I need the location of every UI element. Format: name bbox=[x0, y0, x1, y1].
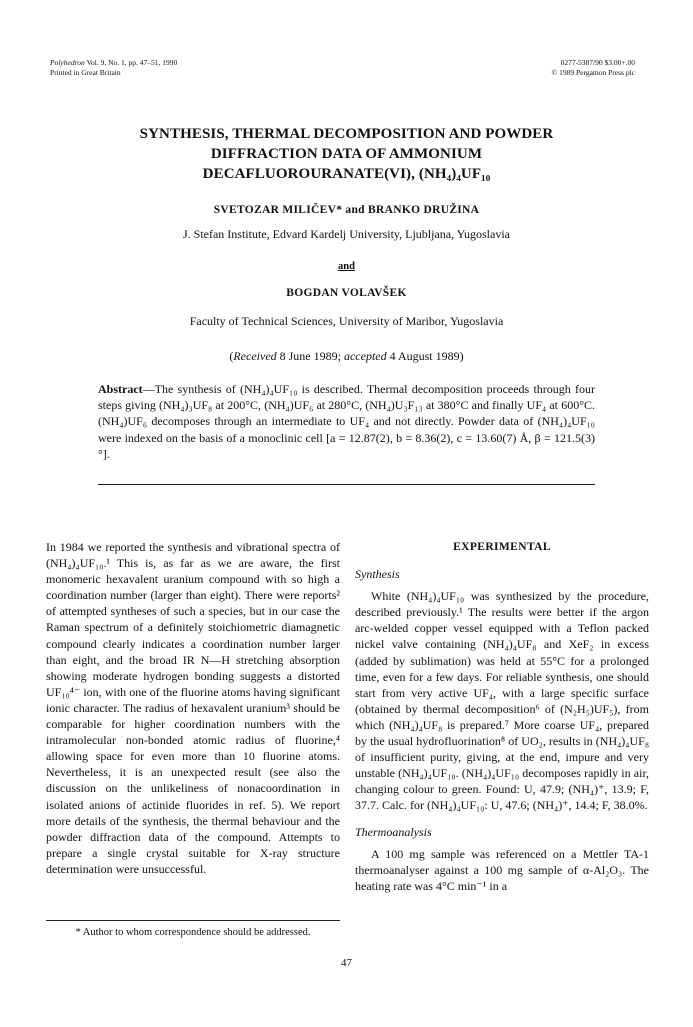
paper-title bbox=[60, 124, 633, 184]
received-label: Received bbox=[233, 349, 277, 363]
copyright: © 1989 Pergamon Press plc bbox=[551, 68, 635, 77]
publisher-info bbox=[552, 58, 635, 78]
title-line-3: DECAFLUOROURANATE(VI), (NH₄)₄UF₁₀ bbox=[202, 166, 491, 182]
footnote: * Author to whom correspondence should be addressed. bbox=[75, 927, 311, 938]
left-column bbox=[46, 539, 340, 877]
abstract-label: Abstract bbox=[98, 382, 143, 396]
footnote-rule bbox=[46, 920, 340, 921]
and-separator: and bbox=[338, 261, 355, 272]
volume-info: Vol. 9, No. 1, pp. 47–51, 1990 bbox=[86, 58, 178, 67]
author-name-2: BOGDAN VOLAVŠEK bbox=[286, 287, 407, 299]
affiliation-2: Faculty of Technical Sciences, University of Maribor, Yugoslavia bbox=[189, 314, 504, 328]
title-line-1: SYNTHESIS, THERMAL DECOMPOSITION AND POWDER bbox=[139, 126, 554, 142]
abstract bbox=[98, 381, 595, 462]
title-line-2: DIFFRACTION DATA OF AMMONIUM bbox=[210, 146, 483, 162]
received-date: 8 June 1989 bbox=[279, 349, 338, 363]
abstract-rule bbox=[98, 484, 595, 485]
page-number: 47 bbox=[341, 957, 352, 969]
subheading-thermoanalysis: Thermoanalysis bbox=[355, 824, 432, 839]
issn-code: 0277-5387/90 $3.00+.00 bbox=[560, 58, 635, 67]
synthesis-paragraph: White (NH₄)₄UF₁₀ was synthesized by the procedure, described previously.¹ The results were better if the argon arc-welded copper vessel equipped with a Teflon packed nickel valve containing (NH₄)₄UF₈ and XeF₂ in excess (added by sublimation) was held at 55°C for a prolonged time, even for a few days. For reliable synthesis, one should start from very active UF₄, with a large specific surface (obtained by thermal decomposition⁶ of (N₂H₅)UF₅), from which (NH₄)₄UF₈ is prepared.⁷ More coarse UF₄, prepared by the usual hydrofluorination⁸ of UO₂, results in (NH₄)₄UF₈ of insufficient purity, giving, at the end, impure and very unstable (NH₄)₄UF₁₀. (NH₄)₄UF₁₀ decomposes rapidly in air, changing colour to green. Found: U, 47.9; (NH₄)⁺, 13.9; F, 37.7. Calc. for (NH₄)₄UF₁₀: U, 47.6; (NH₄)⁺, 14.4; F, 38.0%. bbox=[355, 589, 649, 813]
author-names: SVETOZAR MILIČEV* and BRANKO DRUŽINA bbox=[213, 204, 480, 216]
right-column bbox=[355, 539, 649, 894]
affiliation-1: J. Stefan Institute, Edvard Kardelj University, Ljubljana, Yugoslavia bbox=[182, 227, 511, 241]
abstract-text: —The synthesis of (NH₄)₄UF₁₀ is described. Thermal decomposition proceeds through four steps giving (NH₄)₃UF₈ at 200°C, (NH₄)UF₆ at 280°C, (NH₄)U₃F₁₃ at 380°C and finally UF₄ at 600°C. (NH₄)UF₆ decomposes through an intermediate to UF₄ and not directly. Powder data of (NH₄)₄UF₁₀ were indexed on the basis of a monoclinic cell [a = 12.87(2), b = 8.36(2), c = 13.60(7) Å, β = 121.5(3)°]. bbox=[98, 382, 595, 461]
subheading-synthesis: Synthesis bbox=[355, 567, 400, 582]
thermoanalysis-paragraph: A 100 mg sample was referenced on a Mettler TA-1 thermoanalyser against a 100 mg sample of α-Al₂O₃. The heating rate was 4°C min⁻¹ in a bbox=[355, 846, 649, 893]
accepted-label: accepted bbox=[343, 349, 387, 363]
received-dates: (Received 8 June 1989; accepted 4 August 1989) bbox=[229, 349, 464, 363]
section-heading-experimental: EXPERIMENTAL bbox=[453, 541, 551, 553]
intro-paragraph: In 1984 we reported the synthesis and vibrational spectra of (NH₄)₄UF₁₀.¹ This is, as far as we are aware, the first monomeric hexavalent uranium compound with so high a coordination number (larger than eight). There were reports² of attempted syntheses of such a species, but in our case the Raman spectrum of a definitely stoichiometric diamagnetic compound clearly indicates a coordination number larger than eight, and the broad IR N—H stretching absorption showing moderate hydrogen bonding suggests a distorted UF₁₀⁴⁻ ion, with one of the fluorine atoms having significant ionic character. The radius of hexavalent uranium³ should be comparable for higher coordination numbers with the intramolecular non-bonded atomic radius of fluorine,⁴ allowing space for even more than 10 fluorine atoms. Nevertheless, it is an unexpected result (see also the discussion on the unlikeliness of nonacoordination in isolated anions of actinide fluorides in ref. 5). We report more details of the synthesis, the thermal behaviour and the powder diffraction data of the compound. Attempts to prepare a single crystal suitable for X-ray structure determination were unsuccessful. bbox=[46, 540, 340, 876]
accepted-date: 4 August 1989 bbox=[389, 349, 460, 363]
printed-in: Printed in Great Britain bbox=[50, 68, 121, 77]
journal-citation bbox=[50, 58, 177, 78]
journal-name: Polyhedron bbox=[50, 58, 85, 67]
